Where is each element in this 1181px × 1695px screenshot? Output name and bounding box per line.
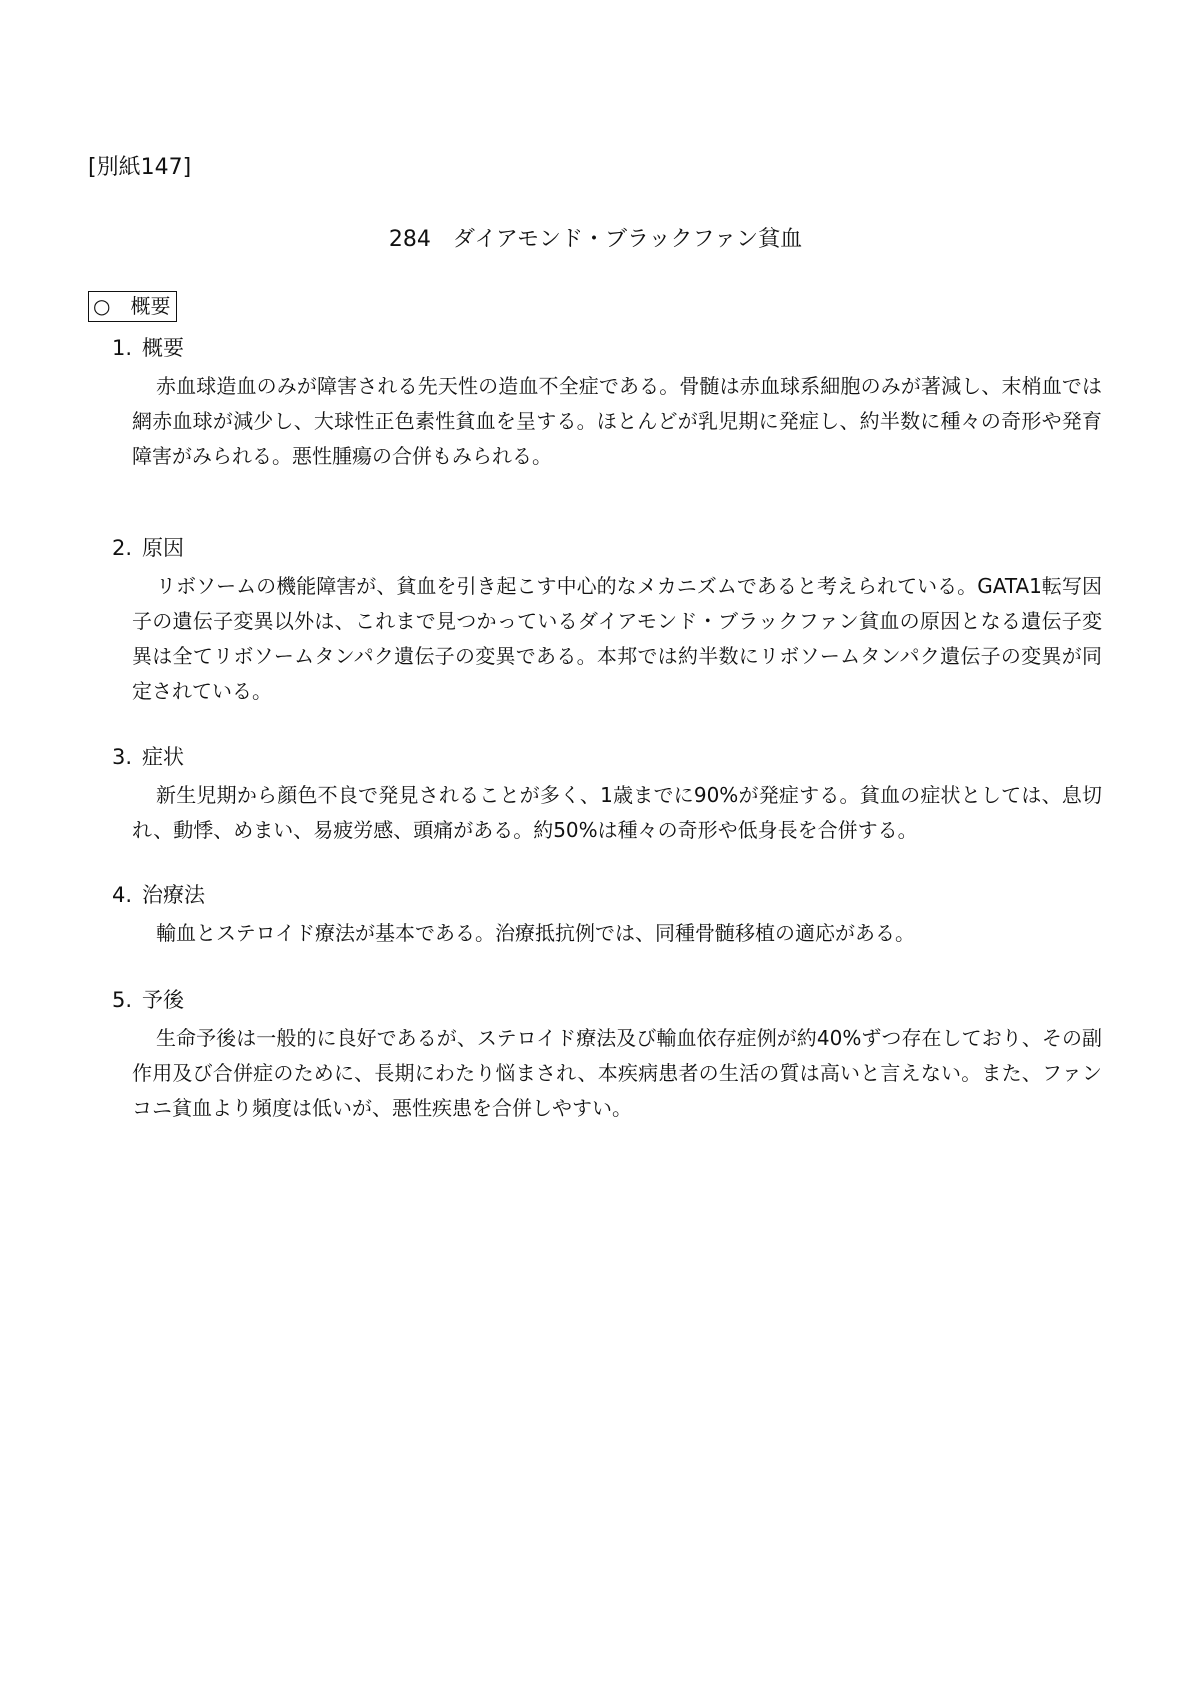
section-title: 概要 xyxy=(142,336,184,360)
section-number: 2. xyxy=(112,536,133,560)
overview-heading-label: 概要 xyxy=(130,294,171,318)
section-title: 症状 xyxy=(142,745,184,769)
section-number: 1. xyxy=(112,336,133,360)
section-number: 5. xyxy=(112,988,133,1012)
section-overview xyxy=(112,333,1102,474)
section-title: 治療法 xyxy=(142,883,205,907)
section-body: 赤血球造血のみが障害される先天性の造血不全症である。骨髄は赤血球系細胞のみが著減し、末梢血では網赤血球が減少し、大球性正色素性貧血を呈する。ほとんどが乳児期に発症し、約半数に種々の奇形や発育障害がみられる。悪性腫瘍の合併もみられる。 xyxy=(132,374,1102,468)
section-heading xyxy=(112,333,1102,363)
section-heading xyxy=(112,533,1102,563)
section-symptoms xyxy=(112,742,1102,848)
section-body: 輸血とステロイド療法が基本である。治療抵抗例では、同種骨髄移植の適応がある。 xyxy=(156,921,915,945)
section-title: 原因 xyxy=(142,536,184,560)
circle-marker-icon: ○ xyxy=(93,294,111,318)
section-title: 予後 xyxy=(142,988,184,1012)
section-heading xyxy=(112,742,1102,772)
document-title xyxy=(0,222,1181,253)
section-body: リボソームの機能障害が、貧血を引き起こす中心的なメカニズムであると考えられている。GATA1転写因子の遺伝子変異以外は、これまで見つかっているダイアモンド・ブラックファン貧血の原因となる遺伝子変異は全てリボソームタンパク遺伝子の変異である。本邦では約半数にリボソームタンパク遺伝子の変異が同定されている。 xyxy=(132,574,1102,703)
document-reference-label: [別紙147] xyxy=(88,155,192,180)
section-number: 3. xyxy=(112,745,133,769)
disease-name: ダイアモンド・ブラックファン貧血 xyxy=(452,227,803,252)
section-body: 新生児期から顔色不良で発見されることが多く、1歳までに90%が発症する。貧血の症状としては、息切れ、動悸、めまい、易疲労感、頭痛がある。約50%は種々の奇形や低身長を合併する。 xyxy=(132,783,1102,842)
section-heading xyxy=(112,880,1102,910)
disease-number: 284 xyxy=(388,227,431,252)
section-body: 生命予後は一般的に良好であるが、ステロイド療法及び輸血依存症例が約40%ずつ存在しており、その副作用及び合併症のために、長期にわたり悩まされ、本疾病患者の生活の質は高いと言えない。また、ファンコニ貧血より頻度は低いが、悪性疾患を合併しやすい。 xyxy=(132,1026,1102,1120)
section-number: 4. xyxy=(112,883,133,907)
overview-heading-box xyxy=(88,291,177,322)
section-treatment xyxy=(112,880,1102,951)
section-heading xyxy=(112,985,1102,1015)
section-prognosis xyxy=(112,985,1102,1126)
section-cause xyxy=(112,533,1102,709)
